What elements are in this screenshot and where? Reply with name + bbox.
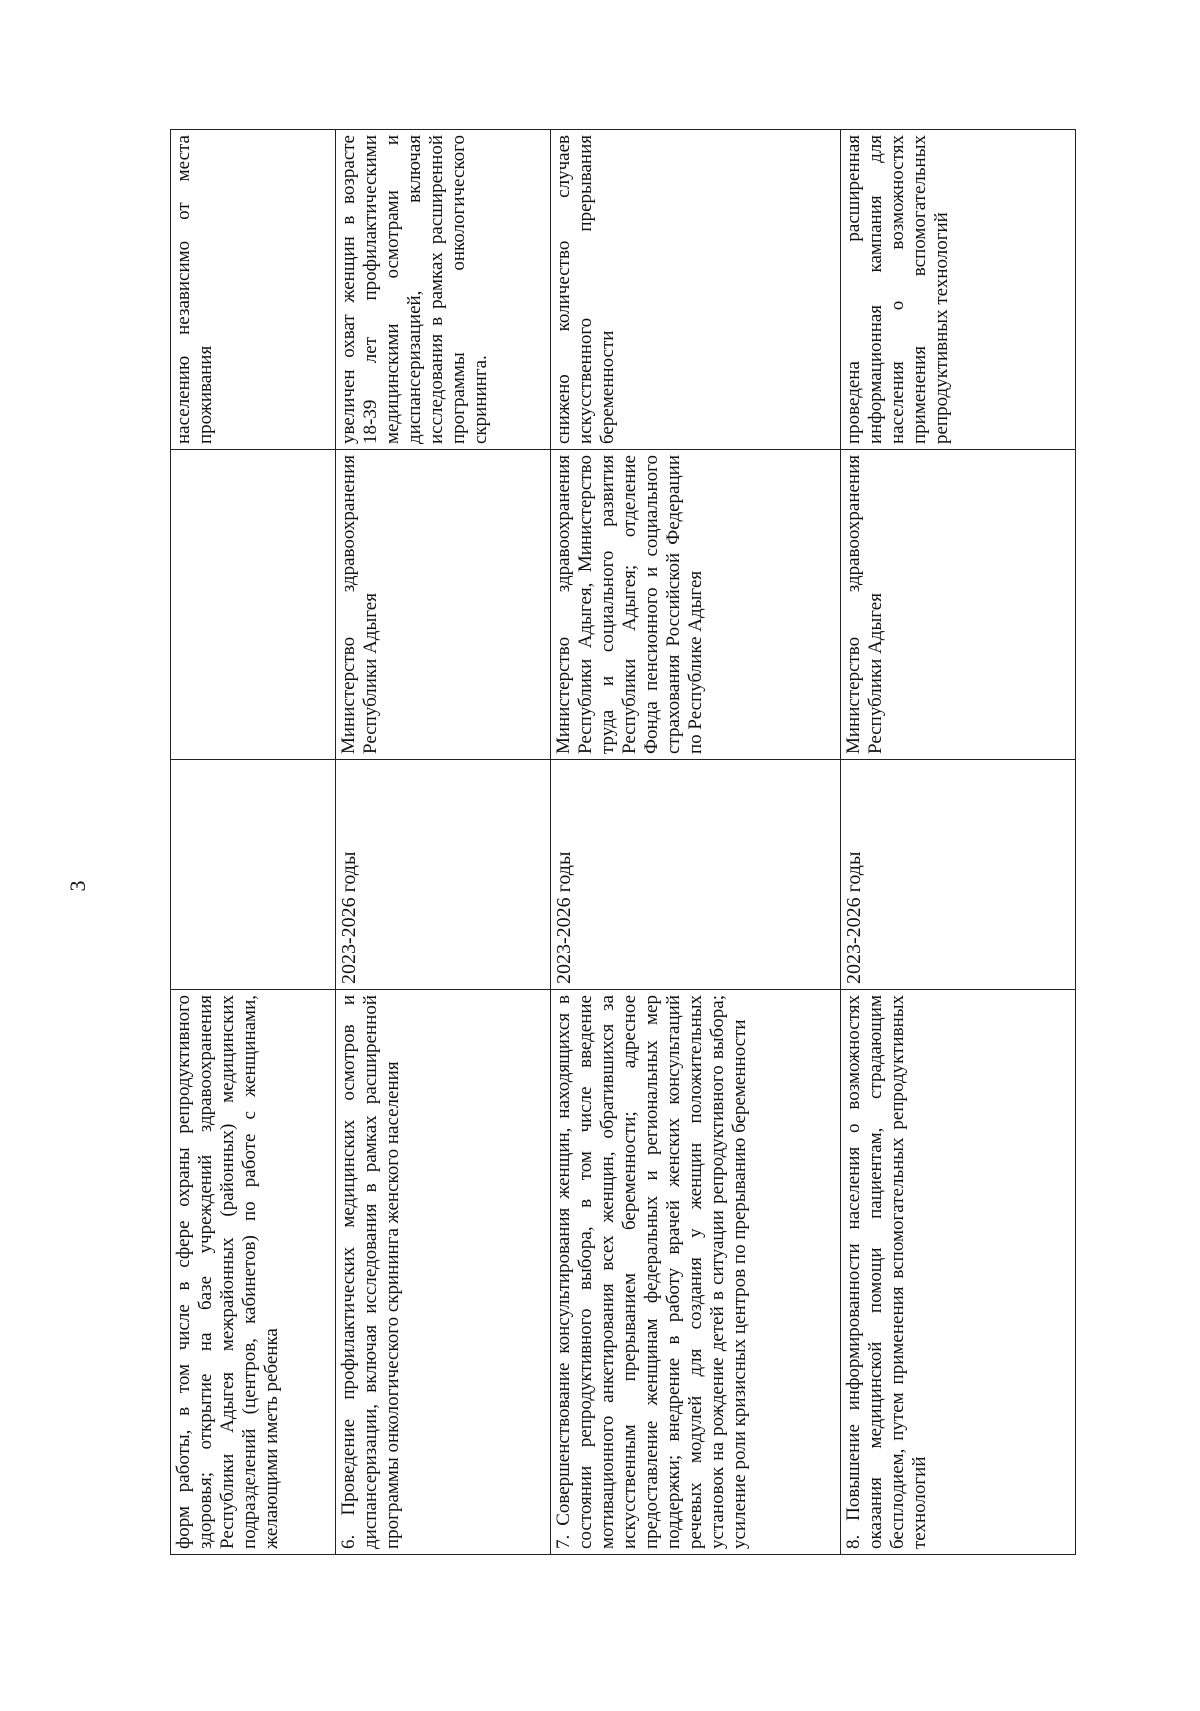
measure-cell: 7. Совершенствование консультирования женщин, находящихся в состоянии репродуктивного выбора, в том числе введение мотивационного анкетирования всех женщин, обратившихся за искусственным прерыванием беременности; адресное предоставление женщинам федеральных и региональных мер поддержки; внедрение в работу врачей женских консультаций речевых модулей для создания у женщин положительных установок на рождение детей в ситуации репродуктивного выбора; усиление роли кризисных центров по прерыванию беременности — [551, 990, 841, 1555]
table-row — [336, 130, 551, 1555]
result-cell: снижено количество случаев искусственного прерывания беременности — [551, 130, 841, 450]
executor-cell: Министерство здравоохранения Республики Адыгея — [841, 450, 1076, 760]
period-cell: 2023-2026 годы — [841, 760, 1076, 990]
result-cell: увеличен охват женщин в возрасте 18-39 лет профилактическими медицинскими осмотрами и диспансеризацией, включая исследования в рамках расширенной программы онкологического скрининга. — [336, 130, 551, 450]
measure-cell: 6. Проведение профилактических медицинских осмотров и диспансеризации, включая исследования в рамках расширенной программы онкологического скрининга женского населения — [336, 990, 551, 1555]
period-cell: 2023-2026 годы — [551, 760, 841, 990]
measure-cell: 8. Повышение информированности населения о возможностях оказания медицинской помощи пациентам, страдающим бесплодием, путем применения вспомогательных репродуктивных технологий — [841, 990, 1076, 1555]
measure-cell: форм работы, в том числе в сфере охраны репродуктивного здоровья; открытие на базе учреждений здравоохранения Республики Адыгея межрайонных (районных) медицинских подразделений (центров, кабинетов) по работе с женщинами, желающими иметь ребенка — [171, 990, 336, 1555]
table-row — [841, 130, 1076, 1555]
period-cell — [171, 760, 336, 990]
measures-table — [170, 129, 1076, 1555]
table-row — [551, 130, 841, 1555]
result-cell: проведена расширенная информационная кампания для населения о возможностях применения вспомогательных репродуктивных технологий — [841, 130, 1076, 450]
executor-cell: Министерство здравоохранения Республики Адыгея — [336, 450, 551, 760]
rotated-table-container — [170, 130, 1075, 1555]
executor-cell — [171, 450, 336, 760]
page-number: 3 — [65, 880, 90, 892]
executor-cell: Министерство здравоохранения Республики Адыгея, Министерство труда и социального развития Республики Адыгея; отделение Фонда пенсионного и социального страхования Российской Федерации по Республике Адыгея — [551, 450, 841, 760]
result-cell: населению независимо от места проживания — [171, 130, 336, 450]
table-row — [171, 130, 336, 1555]
period-cell: 2023-2026 годы — [336, 760, 551, 990]
